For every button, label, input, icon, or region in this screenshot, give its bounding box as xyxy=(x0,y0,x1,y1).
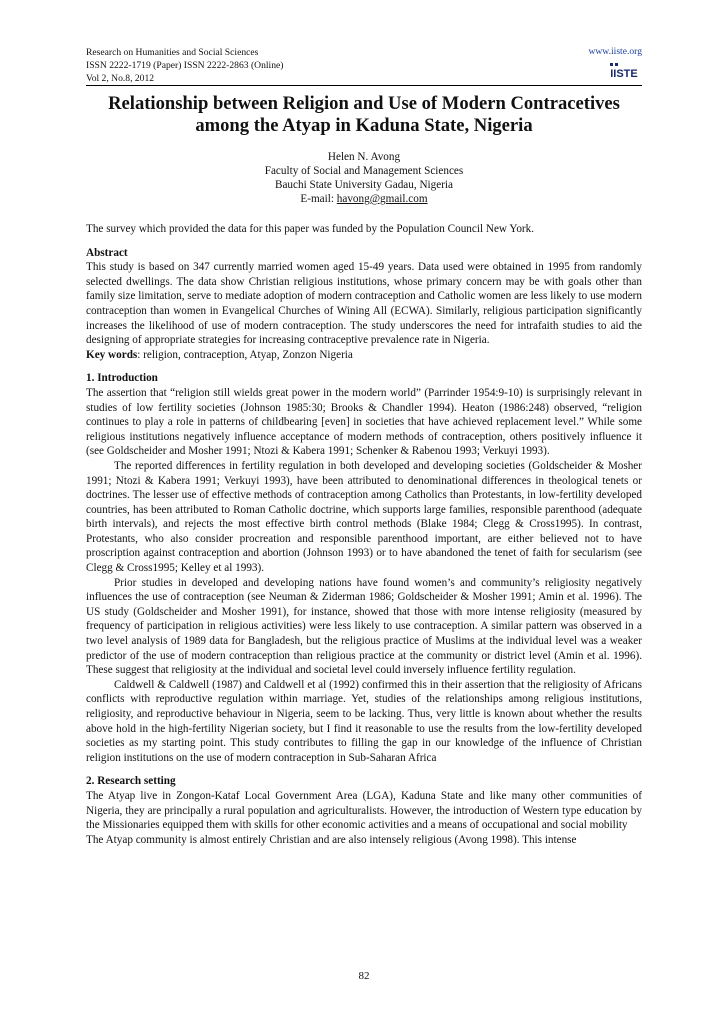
intro-paragraph-4: Caldwell & Caldwell (1987) and Caldwell et al (1992) confirmed this in their assertion that the religiosity of Africans conflicts with reproductive regulation within marriage. Yet, studies of the relationships among religious institutions, religiosity, and reproductive behaviour in Nigeria, seem to be lacking. Thus, very little is known about whether the results above hold in the high-fertility Nigerian society, but I find it reasonable to use the results from the low-fertility developed societies as my starting point. This study contributes to filling the gap in our knowledge of the influence of Christian religion institutions on the use of modern contraception in Sub-Saharan Africa xyxy=(86,678,642,764)
journal-url[interactable]: www.iiste.org xyxy=(588,46,642,57)
intro-paragraph-3: Prior studies in developed and developing nations have found women’s and community’s religiosity negatively influences the use of contraception (see Neuman & Ziderman 1986; Goldscheider & Mosher 1991; Amin et al. 1996). The US study (Goldscheider and Mosher 1991), for instance, showed that those with more intense religiosity (measured by frequency of participation in religious activities) were less likely to use contraception. A similar pattern was observed in a two level analysis of 1989 data for Bangladesh, but the religious practice of Muslims at the individual level was a weaker predictor of the use of modern contraception than religious practice at the community or district level (Amin et al. 1996). These suggest that religiosity at the individual and societal level could inversely influence fertility regulation. xyxy=(86,576,642,677)
page-number: 82 xyxy=(358,970,370,982)
title-line-1: Relationship between Religion and Use of Modern Contracetives xyxy=(108,93,620,114)
author-name: Helen N. Avong xyxy=(327,151,401,163)
author-university: Bauchi State University Gadau, Nigeria xyxy=(274,179,454,191)
header-rule xyxy=(86,85,642,86)
keywords-line xyxy=(86,348,642,363)
title-line-2: among the Atyap in Kaduna State, Nigeria xyxy=(195,115,533,136)
journal-name: Research on Humanities and Social Sciences xyxy=(86,47,259,58)
setting-paragraph-1: The Atyap live in Zongon-Kataf Local Government Area (LGA), Kaduna State and like many other communities of Nigeria, they are principally a rural population and agriculturalists. However, the introduction of Western type education by the Missionaries equipped them with skills for other economic activities and a means of occupational and social mobility xyxy=(86,789,642,832)
journal-header xyxy=(86,46,283,85)
journal-issn: ISSN 2222-1719 (Paper) ISSN 2222-2863 (Online) xyxy=(86,60,284,71)
email-label: E-mail: xyxy=(300,193,337,205)
intro-paragraph-1: The assertion that “religion still wields great power in the modern world” (Parrinder 1954:9-10) is surprisingly relevant in studies of low fertility societies (Johnson 1985:30; Brooks & Chandler 1994). Heaton (1986:248) observed, “religion continues to play a role in patterns of childbearing [even] in societies that have achieved replacement level.” While some religious institutions negatively influence acceptance of modern methods of contraception, others positively influence it (see Goldscheider and Mosher 1991; Ntozi & Kabera 1991; Schenker & Rabenou 1993; Verkuyi 1993). xyxy=(86,386,642,458)
author-block xyxy=(86,150,642,206)
abstract-text: This study is based on 347 currently married women aged 15-49 years. Data used were obtained in 1995 from randomly selected dwellings. The data show Christian religious institutions, whose primary concern may be with goals other than family size limitation, serve to mediate adoption of modern contraception and Catholic women are less likely to use modern contraception than women in Evangelical Churches of Wining All (ECWA). Similarly, religious participation significantly increases the likelihood of use of modern contraception. The study underscores the need for intrafaith studies to aid the designing of appropriate strategies for increasing contraceptive prevalence rate in Nigeria. xyxy=(86,261,642,347)
funding-note: The survey which provided the data for this paper was funded by the Population Council New York. xyxy=(86,223,535,235)
abstract-heading: Abstract xyxy=(86,246,128,259)
setting-paragraph-2: The Atyap community is almost entirely Christian and are also intensely religious (Avong 1998). This intense xyxy=(86,833,577,846)
paper-body xyxy=(86,222,642,847)
author-faculty: Faculty of Social and Management Sciences xyxy=(264,165,464,177)
setting-heading: 2. Research setting xyxy=(86,775,176,788)
journal-volume: Vol 2, No.8, 2012 xyxy=(86,73,155,84)
keywords-text: : religion, contraception, Atyap, Zonzon Nigeria xyxy=(137,348,353,361)
iiste-logo-icon xyxy=(606,59,642,83)
keywords-label: Key words xyxy=(86,348,138,361)
paper-title xyxy=(86,93,642,137)
intro-paragraph-2: The reported differences in fertility regulation in both developed and developing societies (Goldscheider & Mosher 1991; Ntozi & Kabera 1991; Verkuyi 1993), have been attributed to denominational differences in theological tenets or doctrines. The lesser use of effective methods of contraception among Catholics than Protestants, in low-fertility developed countries, has been attributed to Roman Catholic doctrine, which supports large families, responsible parenthood (adequate birth intervals), and rejects the most effective birth control methods (Blake 1984; Clegg & Cross1995). In contrast, Protestants, who also consider procreation and responsible parenthood important, are either believed not to have proscription against contraception and abortion (Johnson 1993) or to have abandoned the tenet of faith for secularism (see Clegg & Cross1995; Kelley et al 1993). xyxy=(86,459,642,575)
intro-heading: 1. Introduction xyxy=(86,372,158,385)
author-email-line xyxy=(86,192,642,206)
author-email-link[interactable]: havong@gmail.com xyxy=(336,193,428,205)
logo-text: IISTE xyxy=(610,68,638,80)
